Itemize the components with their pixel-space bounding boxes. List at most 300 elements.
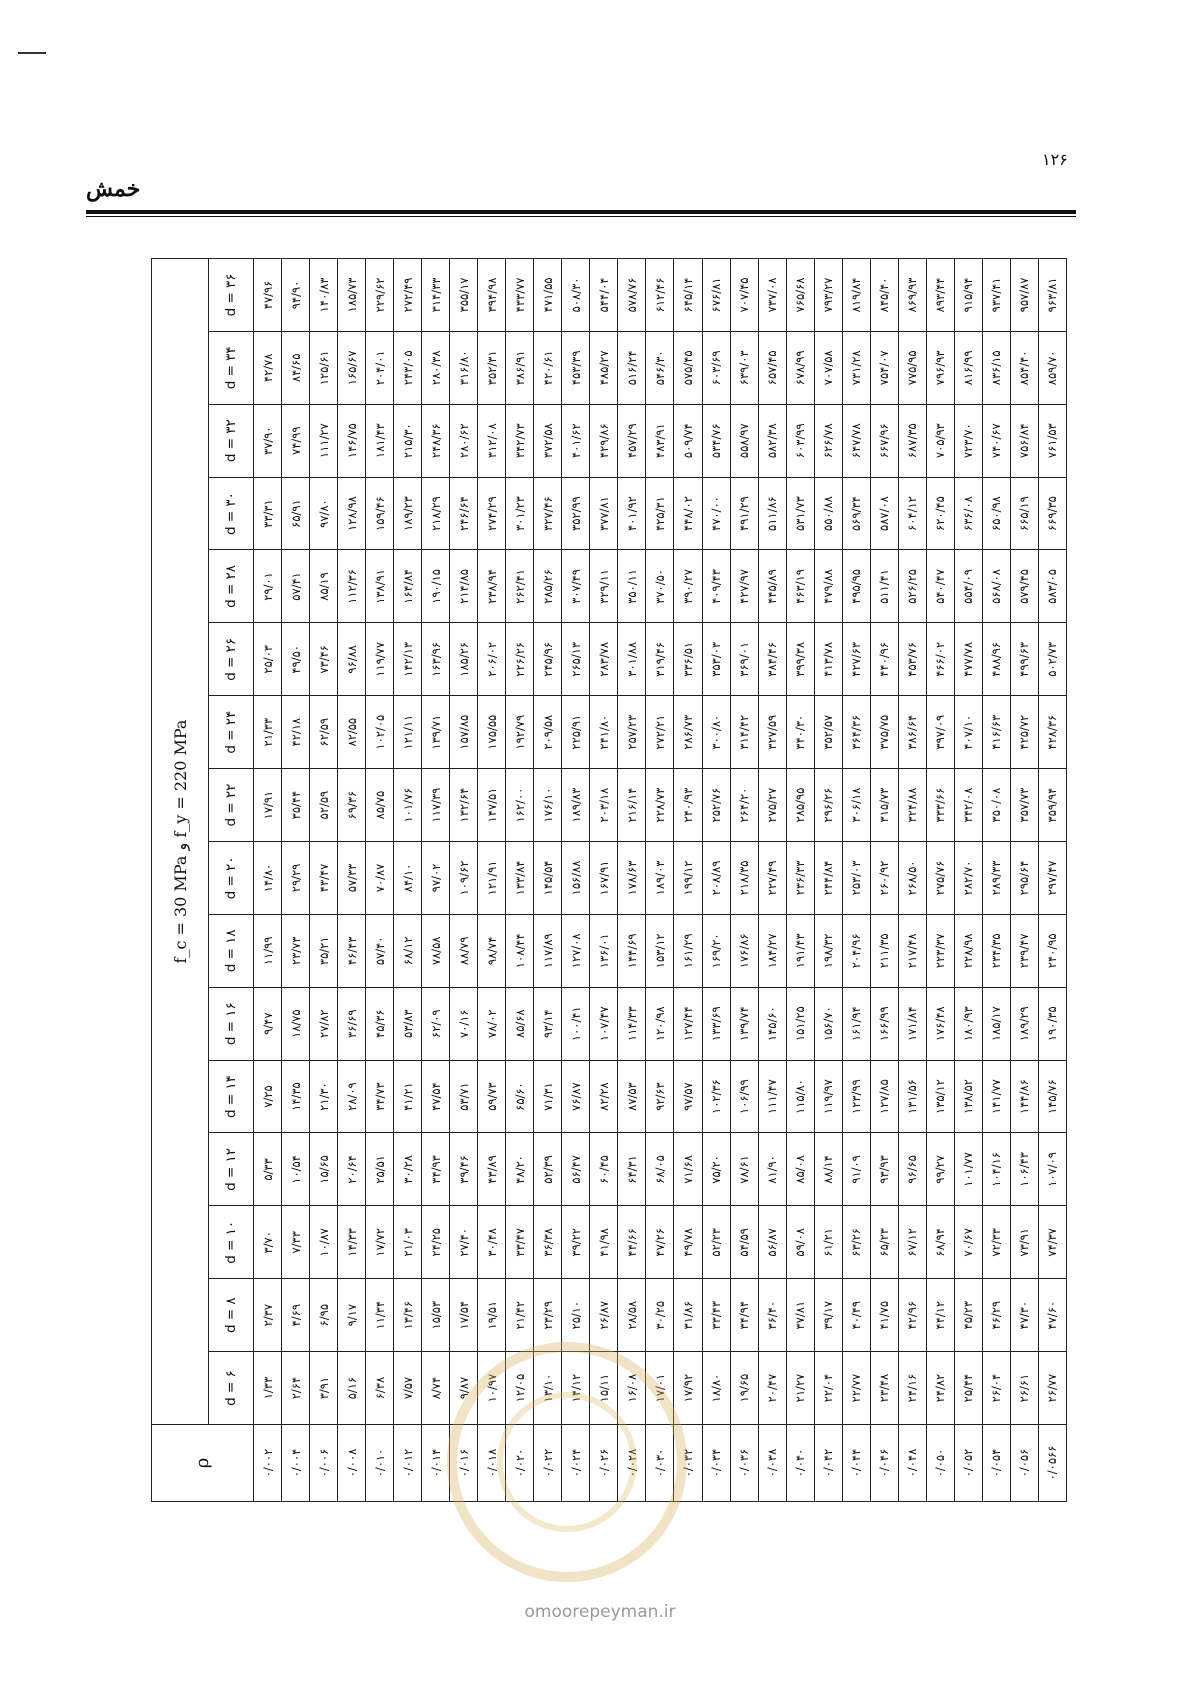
value-cell: ۳۰۰/۸۰ [702,696,730,769]
value-cell: ۲۱۴/۸۵ [450,550,478,623]
value-cell: ۲۱۱/۳۵ [870,914,898,987]
value-cell: ۱۴۴/۶۹ [618,914,646,987]
value-cell: ۳۴۲/۰۸ [954,769,982,842]
value-cell: ۴۲/۹۶ [898,1279,926,1352]
value-cell: ۲۸۵/۹۵ [786,769,814,842]
value-cell: ۱۰۷/۴۷ [590,987,618,1060]
value-cell: ۲۴۰/۹۳ [674,769,702,842]
value-cell: ۴۹۵/۹۵ [842,550,870,623]
value-cell: ۱۰۴/۱۶ [982,1133,1010,1206]
value-cell: ۲۷/۴۰ [450,1206,478,1279]
value-cell: ۲۸۰/۶۲ [450,404,478,477]
value-cell: ۶۱/۲۱ [814,1206,842,1279]
value-cell: ۱۱۵/۸۰ [786,1060,814,1133]
table-row [310,259,338,1502]
value-cell: ۱۶۲/۰۰ [506,769,534,842]
watermark-seal-inner [497,1392,637,1532]
value-cell: ۴۴۰/۹۶ [870,623,898,696]
value-cell: ۳۳۶/۵۱ [674,623,702,696]
value-cell: ۳۷۰/۵۰ [646,550,674,623]
value-cell: ۲۳۸/۹۴ [478,550,506,623]
rho-cell: ۰/۰۰۲ [254,1425,282,1502]
rho-cell: ۰/۰۴۶ [870,1425,898,1502]
value-cell: ۱۷۸/۶۳ [618,842,646,915]
value-cell: ۲۴۸/۳۶ [422,404,450,477]
value-cell: ۱۶۶/۹۹ [870,987,898,1060]
value-cell: ۲۳۴/۳۵ [982,914,1010,987]
value-cell: ۳۵/۴۴ [282,769,310,842]
value-cell: ۳۱۵/۷۳ [870,769,898,842]
value-cell: ۲۶/۶۱ [1010,1352,1038,1425]
value-cell: ۲۲۹/۶۲ [366,259,394,332]
value-cell: ۴۲۰/۶۱ [534,331,562,404]
value-cell: ۲۴/۲۵ [422,1206,450,1279]
value-cell: ۱۱۲/۳۶ [338,550,366,623]
value-cell: ۲۸۶/۷۳ [674,696,702,769]
value-cell: ۵۹/۰۸ [786,1206,814,1279]
value-cell: ۶۵/۶۰ [506,1060,534,1133]
value-cell: ۴۳/۸۹ [478,1133,506,1206]
value-cell: ۷۰/۶۷ [954,1206,982,1279]
value-cell: ۷۳۷/۰۸ [758,259,786,332]
value-cell: ۴۷۹/۸۸ [814,550,842,623]
value-cell: ۷/۲۵ [254,1060,282,1133]
value-cell: ۴۷/۵۴ [422,1060,450,1133]
value-cell: ۲۶۲/۴۱ [506,550,534,623]
value-cell: ۱۸۹/۸۳ [562,769,590,842]
value-cell: ۱۵/۵۳ [422,1279,450,1352]
value-cell: ۳۹۴/۹۸ [478,259,506,332]
value-cell: ۳۲۴/۸۸ [898,769,926,842]
value-cell: ۱۴۱/۷۷ [982,1060,1010,1133]
value-cell: ۲۱/۳۳ [254,696,282,769]
value-cell: ۶۸/۰۵ [646,1133,674,1206]
rho-cell: ۰/۰۰۴ [282,1425,310,1502]
value-cell: ۳۱۴/۳۳ [422,259,450,332]
value-cell: ۶۷۶/۸۱ [702,259,730,332]
value-cell: ۴۹/۷۸ [674,1206,702,1279]
value-cell: ۶/۳۸ [366,1352,394,1425]
table-row [478,259,506,1502]
rho-cell: ۰/۰۲۶ [590,1425,618,1502]
value-cell: ۸۴/۶۵ [282,331,310,404]
value-cell: ۱۹۹/۱۲ [674,842,702,915]
value-cell: ۲۶۴/۲۰ [730,769,758,842]
value-cell: ۱۱۷/۳۹ [422,769,450,842]
table-row [338,259,366,1502]
value-cell: ۴۵/۳۶ [366,987,394,1060]
value-cell: ۳۸۶/۹۱ [506,331,534,404]
value-cell: ۴۸/۲۰ [506,1133,534,1206]
value-cell: ۷۸/۰۲ [478,987,506,1060]
value-cell: ۶۰۳/۶۹ [702,331,730,404]
value-cell: ۳/۹۱ [310,1352,338,1425]
value-cell: ۲۸۰/۳۸ [422,331,450,404]
value-cell: ۱۸۵/۷۳ [338,259,366,332]
value-cell: ۳۱۹/۴۶ [646,623,674,696]
value-cell: ۱۴/۳۵ [282,1060,310,1133]
value-cell: ۲۶/۰۴ [982,1352,1010,1425]
value-cell: ۷۰۷/۴۵ [730,259,758,332]
value-cell: ۱۰۹/۶۲ [450,842,478,915]
value-cell: ۲۸/۰۹ [338,1060,366,1133]
table-row [954,259,982,1502]
value-cell: ۴۱/۷۵ [870,1279,898,1352]
value-cell: ۷۴۰/۶۷ [982,404,1010,477]
value-cell: ۱۹/۵۱ [478,1279,506,1352]
value-cell: ۴۹۹/۶۳ [1010,623,1038,696]
value-cell: ۶۳۹/۰۳ [730,331,758,404]
d-header: d = ۱۰ [209,1206,254,1279]
value-cell: ۶۷/۱۲ [898,1206,926,1279]
value-cell: ۴۸۳/۹۱ [646,404,674,477]
value-cell: ۱۳۹/۷۱ [422,696,450,769]
value-cell: ۲۰۴/۰۱ [366,331,394,404]
value-cell: ۸۵/۰۸ [786,1133,814,1206]
value-cell: ۱۶۴/۸۴ [394,550,422,623]
value-cell: ۳۵۲/۵۷ [814,696,842,769]
value-cell: ۷۶/۸۷ [562,1060,590,1133]
value-cell: ۲۹/۰۱ [254,550,282,623]
value-cell: ۳۳۳/۶۶ [926,769,954,842]
value-cell: ۲۹۶/۲۶ [814,769,842,842]
d-header-row [209,259,254,1502]
d-header: d = ۶ [209,1352,254,1425]
value-cell: ۲۸۳/۷۸ [590,623,618,696]
value-cell: ۴۲۷/۶۳ [842,623,870,696]
value-cell: ۱۶۳/۹۶ [422,623,450,696]
value-cell: ۹۶/۸۸ [338,623,366,696]
value-cell: ۱۶۱/۹۴ [842,987,870,1060]
value-cell: ۴۷/۶۰ [1038,1279,1066,1352]
value-cell: ۲۷۲/۲۱ [646,696,674,769]
value-cell: ۲۲/۰۴ [814,1352,842,1425]
value-cell: ۴۹/۵۰ [282,623,310,696]
value-cell: ۶۳/۲۶ [842,1206,870,1279]
value-cell: ۸۲/۲۸ [590,1060,618,1133]
table-row [870,259,898,1502]
d-header: d = ۱۸ [209,914,254,987]
value-cell: ۵۵۰/۸۸ [814,477,842,550]
table-row [674,259,702,1502]
table-row [814,259,842,1502]
value-cell: ۳۴/۷۳ [366,1060,394,1133]
value-cell: ۱۴۶/۷۵ [338,404,366,477]
value-cell: ۶۰۴/۱۲ [898,477,926,550]
moment-table [151,258,1067,1502]
value-cell: ۳۰/۲۸ [394,1133,422,1206]
value-cell: ۷۳۱/۲۸ [842,331,870,404]
value-cell: ۱۸۰/۹۳ [954,987,982,1060]
value-cell: ۴۰/۴۹ [842,1279,870,1352]
value-cell: ۵۰۲/۷۳ [1038,623,1066,696]
value-cell: ۳۰۱/۲۳ [506,477,534,550]
corner-dash [18,52,46,54]
value-cell: ۱۴۷/۵۱ [478,769,506,842]
value-cell: ۱۴۴/۸۶ [1010,1060,1038,1133]
value-cell: ۵۷۹/۴۵ [1010,550,1038,623]
value-cell: ۲۰۸/۸۹ [702,842,730,915]
value-cell: ۲۵/۱۰ [562,1279,590,1352]
value-cell: ۱۰۱/۷۷ [954,1133,982,1206]
value-cell: ۱۷/۰۱ [646,1352,674,1425]
value-cell: ۱۳۲/۶۴ [450,769,478,842]
table-row [982,259,1010,1502]
chapter-title: خمش [86,176,141,202]
rho-cell: ۰/۰۰۸ [338,1425,366,1502]
value-cell: ۲۴۰/۹۵ [1038,914,1066,987]
value-cell: ۳۶/۴۰ [758,1279,786,1352]
value-cell: ۴۰۱/۹۲ [618,477,646,550]
value-cell: ۲۰۹/۵۸ [534,696,562,769]
value-cell: ۶۰/۴۵ [590,1133,618,1206]
value-cell: ۱۴۵/۶۰ [758,987,786,1060]
value-cell: ۴۴/۱۲ [926,1279,954,1352]
value-cell: ۱۶۱/۲۹ [674,914,702,987]
value-cell: ۸۸/۱۴ [814,1133,842,1206]
value-cell: ۳۴۲/۷۳ [506,404,534,477]
value-cell: ۴۶۶/۰۲ [926,623,954,696]
value-cell: ۳۹/۲۲ [562,1206,590,1279]
value-cell: ۱۸۹/۲۹ [1010,987,1038,1060]
rho-cell: ۰/۰۴۸ [898,1425,926,1502]
value-cell: ۵۲۶/۲۵ [898,550,926,623]
value-cell: ۵۶۹/۳۴ [842,477,870,550]
value-cell: ۱۴/۳۳ [338,1206,366,1279]
value-cell: ۱۴۰/۸۳ [310,259,338,332]
table-row [926,259,954,1502]
rho-cell: ۰/۰۵۶ [1010,1425,1038,1502]
rho-cell: ۰/۰۴۲ [814,1425,842,1502]
value-cell: ۱۸۴/۲۷ [758,914,786,987]
value-cell: ۱۱۴/۳۳ [618,987,646,1060]
value-cell: ۶۵۰/۹۸ [982,477,1010,550]
value-cell: ۵۶۸/۰۸ [982,550,1010,623]
value-cell: ۲۰/۶۴ [338,1133,366,1206]
table-row [562,259,590,1502]
value-cell: ۴/۶۹ [282,1279,310,1352]
value-cell: ۱۰۶/۹۹ [730,1060,758,1133]
value-cell: ۵۷/۳۳ [338,842,366,915]
value-cell: ۴۷۰/۰۰ [702,477,730,550]
value-cell: ۲۰/۴۷ [758,1352,786,1425]
value-cell: ۱۱۹/۹۷ [814,1060,842,1133]
value-cell: ۴۳/۴۷ [310,842,338,915]
value-cell: ۱۲۸/۹۸ [338,477,366,550]
table-row [730,259,758,1502]
value-cell: ۷۴/۹۹ [282,404,310,477]
rho-cell: ۰/۰۲۰ [506,1425,534,1502]
value-cell: ۴۷/۹۶ [254,259,282,332]
value-cell: ۱۲۳/۹۹ [842,1060,870,1133]
value-cell: ۴۳۳/۷۷ [506,259,534,332]
value-cell: ۲۲/۷۷ [842,1352,870,1425]
value-cell: ۱۷۶/۸۶ [730,914,758,987]
value-cell: ۴۵۳/۳۹ [562,331,590,404]
value-cell: ۴۱/۲۱ [394,1060,422,1133]
value-cell: ۲۷۴/۲۹ [478,477,506,550]
value-cell: ۴۶/۴۳ [338,914,366,987]
value-cell: ۵۰۸/۳۰ [562,259,590,332]
value-cell: ۲۹۷/۴۷ [1038,842,1066,915]
value-cell: ۷۱/۳۱ [534,1060,562,1133]
value-cell: ۹۱۵/۹۴ [954,259,982,332]
value-cell: ۷۵/۲۰ [702,1133,730,1206]
value-cell: ۸۴۵/۴۰ [870,259,898,332]
value-cell: ۴۵/۲۳ [954,1279,982,1352]
value-cell: ۲۵۳/۰۳ [842,842,870,915]
value-cell: ۱۴/۸۰ [254,842,282,915]
value-cell: ۲۲۷/۴۹ [758,842,786,915]
value-cell: ۲۶۸/۵۰ [898,842,926,915]
d-header: d = ۲۸ [209,550,254,623]
table-row [898,259,926,1502]
value-cell: ۳۵۹/۹۴ [1038,769,1066,842]
value-cell: ۵۸۳/۰۵ [1038,550,1066,623]
value-cell: ۲۶/۷۷ [1038,1352,1066,1425]
d-header: d = ۸ [209,1279,254,1352]
value-cell: ۲۴۴/۸۴ [814,842,842,915]
value-cell: ۴۸۵/۲۷ [590,331,618,404]
value-cell: ۱۶۵/۶۷ [338,331,366,404]
value-cell: ۳۰۶/۱۸ [842,769,870,842]
d-header: d = ۳۲ [209,404,254,477]
value-cell: ۳۵/۲۱ [310,914,338,987]
value-cell: ۱۸/۷۵ [282,987,310,1060]
value-cell: ۱۲۷/۴۴ [674,987,702,1060]
value-cell: ۵۴۴/۰۴ [590,259,618,332]
value-cell: ۴۰۹/۴۳ [702,550,730,623]
value-cell: ۱۰۲/۳۶ [702,1060,730,1133]
value-cell: ۲۵/۰۳ [254,623,282,696]
value-cell: ۲۳۶/۳۳ [786,842,814,915]
value-cell: ۹/۴۷ [254,987,282,1060]
value-cell: ۵۵۴/۰۹ [954,550,982,623]
value-cell: ۳۰/۴۸ [478,1206,506,1279]
page-number: ۱۲۶ [1042,150,1068,169]
value-cell: ۱۰۸/۴۴ [506,914,534,987]
value-cell: ۱۷/۵۴ [450,1279,478,1352]
value-cell: ۵۶/۸۷ [758,1206,786,1279]
value-cell: ۷۶۱/۵۳ [1038,404,1066,477]
value-cell: ۷۳/۴۶ [310,623,338,696]
value-cell: ۱۲/۰۵ [506,1352,534,1425]
value-cell: ۶۸/۱۲ [394,914,422,987]
value-cell: ۴۰۱/۶۲ [562,404,590,477]
value-cell: ۳۶/۶۹ [338,987,366,1060]
value-cell: ۸۳۶/۱۵ [982,331,1010,404]
value-cell: ۷۵۶/۸۴ [1010,404,1038,477]
value-cell: ۲۸۲/۷۰ [954,842,982,915]
value-cell: ۱۱۷/۸۹ [534,914,562,987]
value-cell: ۷۷۵/۹۵ [898,331,926,404]
value-cell: ۳۶/۳۸ [534,1206,562,1279]
value-cell: ۲۵/۴۴ [954,1352,982,1425]
value-cell: ۶۵/۹۱ [282,477,310,550]
value-cell: ۳۵۳/۰۳ [702,623,730,696]
table-row [618,259,646,1502]
table-row [842,259,870,1502]
value-cell: ۹۶/۶۵ [898,1133,926,1206]
header-rule-thick [86,210,1076,214]
value-cell: ۲۳/۲۹ [534,1279,562,1352]
rho-cell: ۰/۰۵۴ [982,1425,1010,1502]
value-cell: ۲۳۹/۴۷ [1010,914,1038,987]
value-cell: ۸۱۶/۹۹ [954,331,982,404]
value-cell: ۳۸۶/۶۴ [898,696,926,769]
value-cell: ۴۶/۲۹ [982,1279,1010,1352]
value-cell: ۵۳۴/۷۶ [702,404,730,477]
value-cell: ۷/۵۷ [394,1352,422,1425]
value-cell: ۱۰۱/۷۶ [394,769,422,842]
table-row [646,259,674,1502]
value-cell: ۵۱۱/۸۶ [758,477,786,550]
value-cell: ۳۰۷/۴۹ [562,550,590,623]
value-cell: ۲۴۳/۰۵ [394,331,422,404]
value-cell: ۹۱/۰۹ [842,1133,870,1206]
value-cell: ۳۰۱/۸۸ [618,623,646,696]
value-cell: ۱۱۹/۷۷ [366,623,394,696]
value-cell: ۶۲۰/۴۵ [926,477,954,550]
value-cell: ۲/۳۷ [254,1279,282,1352]
value-cell: ۷۶۵/۶۸ [786,259,814,332]
value-cell: ۳۶۴/۳۶ [842,696,870,769]
value-cell: ۴۲/۱۸ [282,696,310,769]
value-cell: ۳۹۷/۰۹ [926,696,954,769]
value-cell: ۵۵۸/۹۷ [730,404,758,477]
value-cell: ۴۲۵/۳۱ [646,477,674,550]
d-header: d = ۳۶ [209,259,254,332]
value-cell: ۱۲۰/۹۸ [646,987,674,1060]
value-cell: ۲۵/۵۱ [366,1133,394,1206]
value-cell: ۵۷/۴۱ [282,550,310,623]
value-cell: ۱۸۱/۴۳ [366,404,394,477]
value-cell: ۳۱۲/۰۸ [478,404,506,477]
value-cell: ۱۸/۸۰ [702,1352,730,1425]
value-cell: ۱۷/۹۱ [254,769,282,842]
value-cell: ۴۴/۶۶ [618,1206,646,1279]
header-rule-thin [86,216,1076,217]
value-cell: ۶۳۶/۰۸ [954,477,982,550]
value-cell: ۲۵۲/۷۶ [702,769,730,842]
value-cell: ۳۳/۴۳ [702,1279,730,1352]
value-cell: ۲۰۳/۱۸ [590,769,618,842]
value-cell: ۷/۳۳ [282,1206,310,1279]
value-cell: ۳۴۰/۳۰ [786,696,814,769]
table-row [702,259,730,1502]
value-cell: ۱۰/۵۴ [282,1133,310,1206]
table-row [254,259,282,1502]
value-cell: ۵۷۵/۴۵ [674,331,702,404]
value-cell: ۳۲۹/۱۱ [590,550,618,623]
value-cell: ۳۰/۲۵ [646,1279,674,1352]
value-cell: ۶۶۷/۹۶ [870,404,898,477]
rho-cell: ۰/۰۱۰ [366,1425,394,1502]
value-cell: ۹۶۳/۸۱ [1038,259,1066,332]
value-cell: ۳۳/۳۱ [254,477,282,550]
value-cell: ۱۸۵/۱۷ [982,987,1010,1060]
value-cell: ۱۹۲/۷۹ [506,696,534,769]
value-cell: ۱/۳۳ [254,1352,282,1425]
value-cell: ۹۷/۵۷ [674,1060,702,1133]
value-cell: ۱۵/۶۵ [310,1133,338,1206]
value-cell: ۱۲۷/۰۸ [562,914,590,987]
value-cell: ۷۰/۸۷ [366,842,394,915]
value-cell: ۵۸۲/۳۸ [758,404,786,477]
value-cell: ۲۲۶/۲۶ [506,623,534,696]
value-cell: ۱۴۲/۱۳ [394,623,422,696]
value-cell: ۵۰۹/۷۴ [674,404,702,477]
